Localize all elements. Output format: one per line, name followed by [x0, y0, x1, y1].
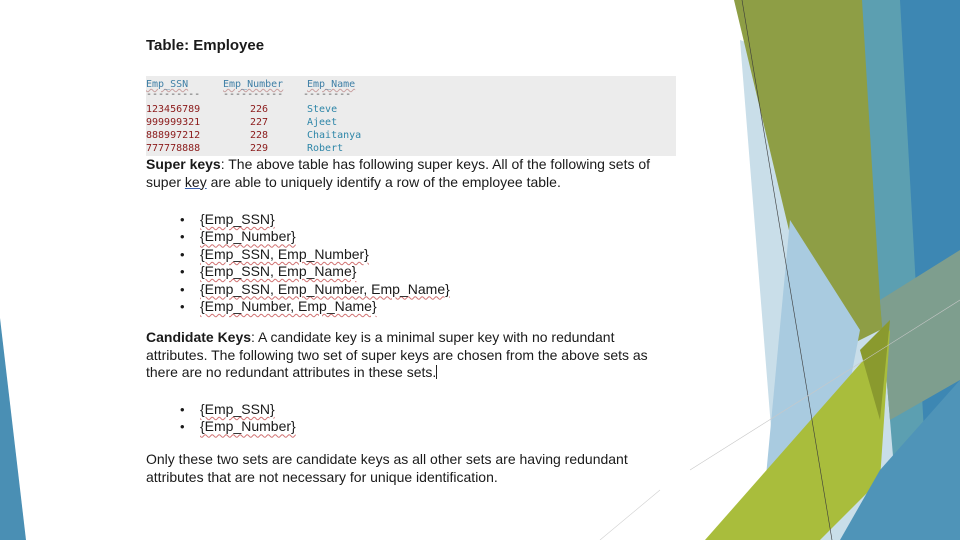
list-item: • {Emp_SSN} — [200, 211, 450, 228]
table-cell-number: 228 — [250, 130, 269, 141]
table-cell-ssn: 777778888 — [146, 143, 201, 154]
super-keys-text-end: are able to uniquely identify a row of the employee table. — [206, 173, 561, 190]
employee-table — [146, 76, 676, 156]
super-keys-heading: Super keys — [146, 156, 221, 172]
candidate-keys-list — [200, 401, 296, 436]
table-cell-ssn: 888997212 — [146, 130, 201, 141]
column-header-emp-ssn: Emp_SSN — [146, 79, 189, 90]
list-item: • {Emp_Number, Emp_Name} — [200, 298, 450, 315]
list-item: • {Emp_SSN, Emp_Number} — [200, 246, 450, 263]
separator-name: -------- — [303, 89, 352, 100]
table-cell-name: Chaitanya — [307, 130, 362, 141]
separator-ssn: --------- — [146, 89, 201, 100]
list-item: • {Emp_Number} — [200, 418, 296, 435]
conclusion-paragraph: Only these two sets are candidate keys as all other sets are having redundant attributes that are not necessary for unique identification. — [146, 451, 628, 485]
table-cell-number: 226 — [250, 104, 269, 115]
candidate-keys-text: : A candidate key is a minimal super key with no redundant attributes. The following two set of super keys are chosen from the above sets as there are no redundant attributes in these sets. — [146, 329, 648, 380]
list-item: • {Emp_SSN, Emp_Name} — [200, 263, 450, 280]
candidate-keys-heading: Candidate Keys — [146, 329, 252, 345]
table-cell-ssn: 999999321 — [146, 117, 201, 128]
page-title: Table: Employee — [146, 37, 265, 54]
super-keys-text: : The above table has following super keys. All of the following sets of super — [146, 156, 651, 190]
table-cell-ssn: 123456789 — [146, 104, 201, 115]
candidate-keys-paragraph — [146, 329, 676, 382]
super-keys-list — [200, 211, 450, 315]
table-cell-number: 227 — [250, 117, 269, 128]
column-header-emp-number: Emp_Number — [223, 79, 284, 90]
text-cursor — [436, 365, 437, 379]
column-header-emp-name: Emp_Name — [307, 79, 356, 90]
list-item: • {Emp_Number} — [200, 228, 450, 245]
list-item: • {Emp_SSN, Emp_Number, Emp_Name} — [200, 281, 450, 298]
separator-number: ---------- — [223, 89, 284, 100]
table-cell-name: Robert — [307, 143, 344, 154]
table-cell-name: Steve — [307, 104, 338, 115]
key-link[interactable]: key — [184, 173, 207, 190]
thin-line-c — [600, 490, 660, 540]
left-blue-shape — [0, 318, 26, 540]
table-cell-number: 229 — [250, 143, 269, 154]
super-keys-paragraph — [146, 156, 676, 191]
list-item: • {Emp_SSN} — [200, 401, 296, 418]
table-cell-name: Ajeet — [307, 117, 338, 128]
